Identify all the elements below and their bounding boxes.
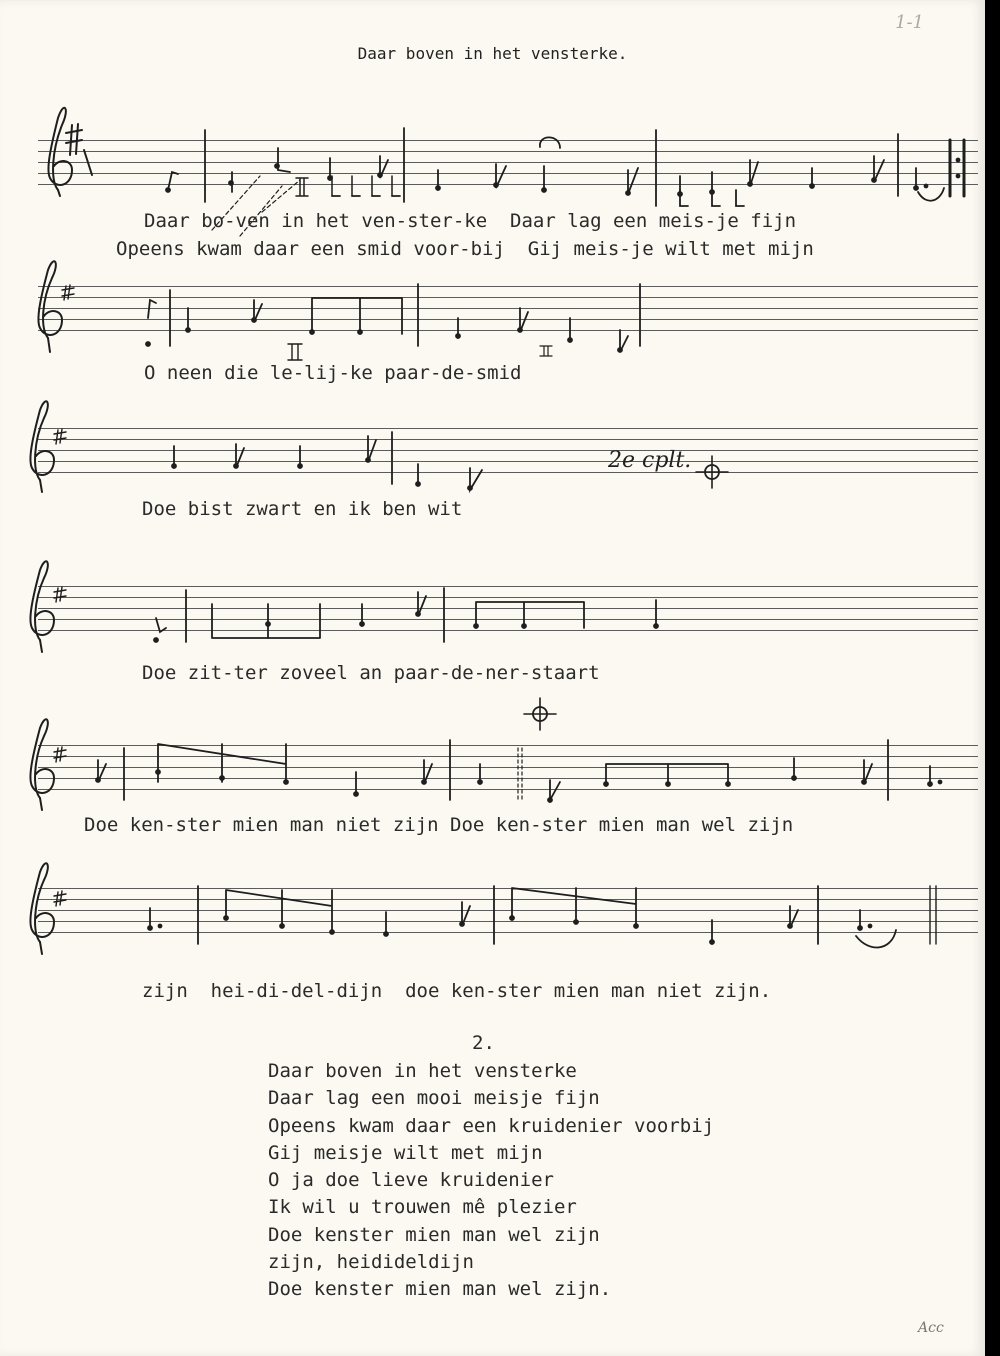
verse-2-line: Daar lag een mooi meisje fijn xyxy=(268,1087,600,1110)
staff-2 xyxy=(38,286,978,330)
verse-2-line: Opeens kwam daar een kruidenier voorbij xyxy=(268,1114,715,1137)
song-title: Daar boven in het vensterke. xyxy=(357,44,628,63)
lyric-line-1b: Opeens kwam daar een smid voor-bij Gij meis-je wilt met mijn xyxy=(116,238,814,260)
verse-2-line: zijn, heidideldijn xyxy=(268,1251,474,1274)
verse-2-text xyxy=(268,1058,714,1304)
lyric-line-3: Doe bist zwart en ik ben wit xyxy=(142,498,463,520)
staff-5 xyxy=(38,745,978,789)
lyric-line-6: zijn hei-di-del-dijn doe ken-ster mien man niet zijn. xyxy=(142,980,772,1002)
page-number-mark: 1-1 xyxy=(895,12,924,33)
lyric-line-5: Doe ken-ster mien man niet zijn Doe ken-ster mien man wel zijn xyxy=(84,814,794,836)
staff-6 xyxy=(38,888,978,932)
lyric-line-4: Doe zit-ter zoveel an paar-de-ner-staart xyxy=(142,662,600,684)
staff-4 xyxy=(38,586,978,630)
verse-2-line: Gij meisje wilt met mijn xyxy=(268,1141,543,1164)
verse-2-line: Doe kenster mien man wel zijn. xyxy=(268,1278,612,1301)
staff-1 xyxy=(38,140,978,184)
lyric-line-1: Daar bo-ven in het ven-ster-ke Daar lag een meis-je fijn xyxy=(144,210,797,232)
verse-2-line: Daar boven in het vensterke xyxy=(268,1060,577,1082)
verse-2-line: Doe kenster mien man wel zijn xyxy=(268,1223,600,1246)
staff-3 xyxy=(38,428,978,472)
verse-2-number: 2. xyxy=(472,1032,495,1054)
second-verse-annotation: 2e cplt. xyxy=(608,448,692,473)
archive-mark: Acc xyxy=(918,1320,944,1336)
verse-2-line: O ja doe lieve kruidenier xyxy=(268,1169,554,1192)
lyric-line-2: O neen die le-lij-ke paar-de-smid xyxy=(144,362,522,384)
verse-2-line: Ik wil u trouwen mê plezier xyxy=(268,1196,577,1219)
